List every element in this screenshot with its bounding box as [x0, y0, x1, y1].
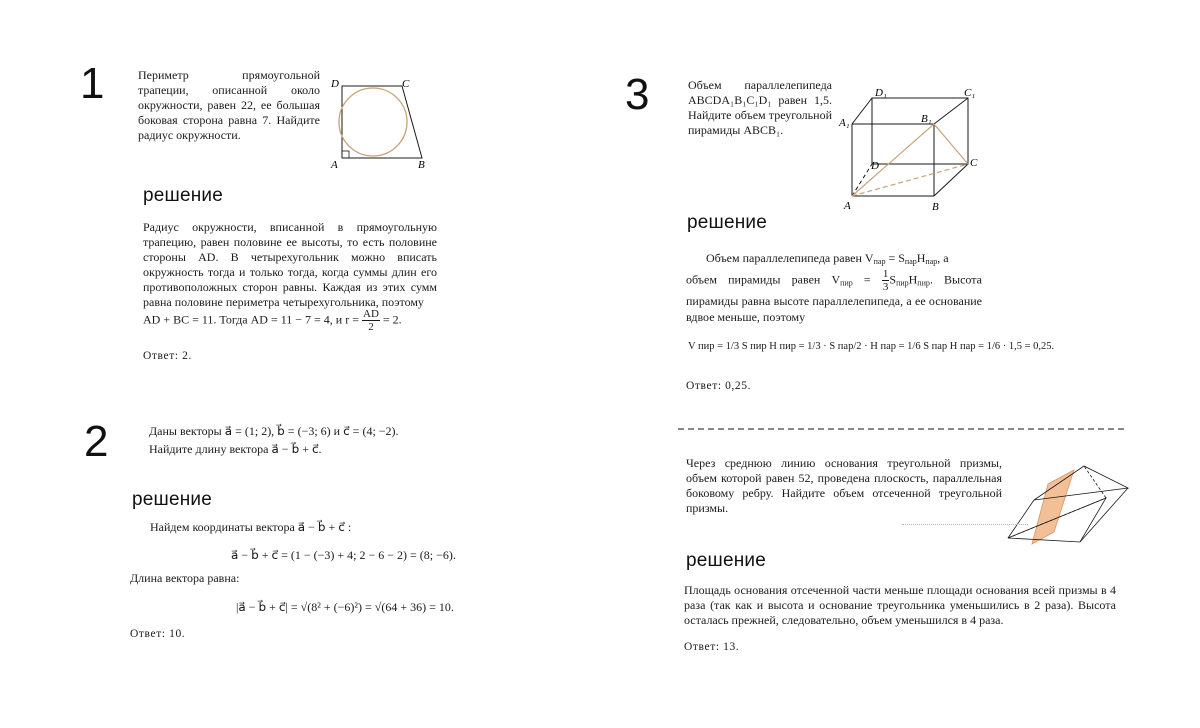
prism-edge-2: [1080, 488, 1128, 542]
problem-number-3: 3: [625, 70, 650, 119]
problem-number-1: 1: [80, 59, 105, 108]
solution-heading-3: решение: [687, 212, 768, 233]
edge-a1-d1: [852, 98, 872, 124]
inscribed-circle: [339, 88, 407, 156]
edge-b1-c1: [934, 98, 968, 124]
formula-left: AD + BC = 11. Тогда AD = 11 − 7 = 4, и: [143, 312, 343, 327]
label-a: A: [331, 159, 338, 170]
problem-2-statement-line2: Найдите длину вектора a⃗ − b⃗ + c⃗.: [149, 442, 322, 456]
label-c-3: C: [970, 157, 978, 169]
label-d: D: [331, 78, 339, 90]
figure-guide-line: [902, 524, 1028, 525]
formula-r: r =: [345, 312, 359, 327]
problem-4-solution: Площадь основания отсеченной части меньше площади основания всей призмы в 4 раза (так как и высота и основание треугольника уменьшились в 2 раза). Высота осталась прежней, следовательно, объем уменьшился в 4 раза.: [684, 583, 1116, 627]
formula-tail: = 2.: [382, 312, 402, 327]
problem-3-solution-para: объем пирамиды равен $V_{пир}$ = $\frac{1}{3}$ $S_{пир}H_{пир}$. Высота пирамиды равна высоте параллелепипеда, а ее основание вдвое меньше, поэтому: [686, 268, 982, 324]
trapezoid-shape: [342, 86, 422, 158]
label-a1: A₁: [839, 117, 850, 129]
pyramid-edge-b1-c: [934, 124, 968, 164]
problem-2-statement-line1: Даны векторы a⃗ = (1; 2), b⃗ = (−3; 6) и c⃗ = (4; −2).: [149, 424, 399, 438]
cut-plane: [1032, 470, 1074, 544]
cube-back-face: [872, 98, 968, 164]
label-b: B: [418, 159, 425, 170]
problem-4-statement: Через среднюю линию основания треугольной призмы, объем которой равен 52, проведена плоскость, параллельная боковому ребру. Найдите объем отсеченной треугольной призмы.: [686, 456, 1002, 515]
edge-b-c: [934, 164, 968, 196]
problem-number-2: 2: [84, 417, 109, 466]
solution-heading-1: решение: [143, 185, 224, 206]
answer-4: Ответ: 13.: [684, 641, 740, 653]
problem-2-formula2: |a⃗ − b⃗ + c⃗| = √(8² + (−6)²) = √(64 + 36) = 10.: [236, 600, 454, 614]
label-c1: C₁: [964, 87, 976, 99]
trapezoid-figure: [326, 74, 434, 170]
prism-figure: [1004, 456, 1134, 548]
label-a-3: A: [844, 200, 851, 212]
right-angle-mark: [342, 151, 349, 158]
section-divider: [678, 428, 1124, 430]
label-b1: B₁: [921, 113, 932, 125]
label-b-3: B: [932, 201, 939, 213]
fraction-one-third: $\frac{1}{3}$: [882, 268, 889, 293]
problem-3-statement: Объем параллелепипеда ABCDA₁B₁C₁D₁ равен 1,5. Найдите объем треугольной пирамиды ABCB₁.: [688, 78, 832, 137]
problem-1-solution: Радиус окружности, вписанной в прямоугольную трапецию, равен половине ее высоты, то есть половине стороны AD. В четырехугольник можно вписать окружность тогда и только тогда, когда суммы длин его противоположных сторон равны. Каждая из этих сумм равна половине периметра четырехугольника, поэтому: [143, 220, 437, 309]
answer-1: Ответ: 2.: [143, 350, 192, 362]
parallelepiped-figure: [838, 84, 982, 216]
problem-3-formula: V пир = 1/3 S пир H пир = 1/3 · S пар/2 · H пар = 1/6 S пар H пар = 1/6 · 1,5 = 0,25.: [688, 341, 1055, 352]
problem-1-formula: [143, 308, 402, 333]
label-c: C: [402, 78, 410, 90]
answer-3: Ответ: 0,25.: [686, 380, 752, 392]
answer-2: Ответ: 10.: [130, 628, 186, 640]
problem-3-solution-line1: Объем параллелепипеда равен $V_{пар} = S_{пар}H_{пар}$, а: [706, 251, 949, 266]
label-d-3: D: [871, 160, 879, 172]
solution-heading-4: решение: [686, 550, 767, 571]
problem-2-line2: Длина вектора равна:: [130, 571, 240, 585]
fraction-ad-2: $\frac{AD}{2}$: [363, 308, 379, 333]
problem-2-formula1: a⃗ − b⃗ + c⃗ = (1 − (−3) + 4; 2 − 6 − 2) = (8; −6).: [231, 548, 456, 562]
label-d1: D₁: [875, 87, 887, 99]
solution-heading-2: решение: [132, 489, 213, 510]
problem-1-statement: Периметр прямоугольной трапеции, описанной около окружности, равен 22, ее большая боковая сторона равна 7. Найдите радиус окружности.: [138, 68, 320, 142]
problem-2-line1: Найдем координаты вектора a⃗ − b⃗ + c⃗ :: [150, 520, 352, 534]
